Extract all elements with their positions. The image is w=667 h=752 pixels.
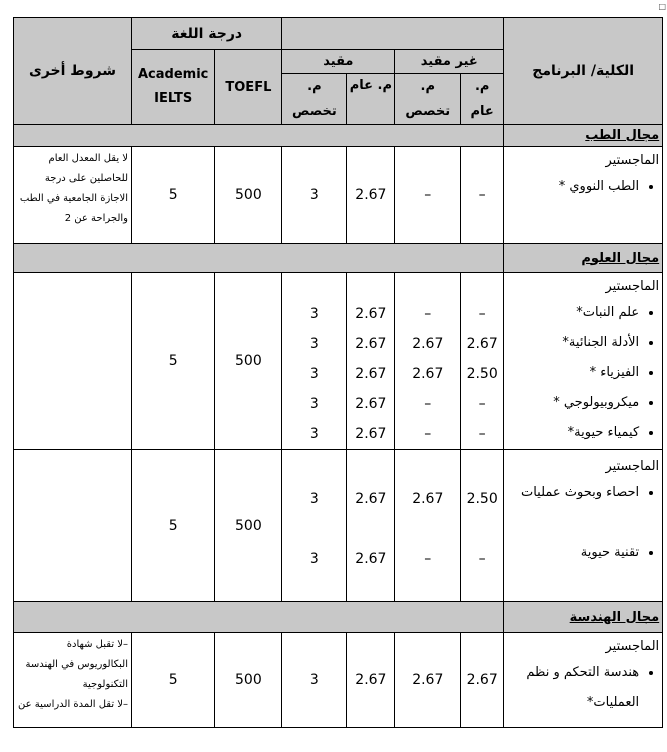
science1-u-gen-col (461, 273, 504, 450)
value: – (424, 426, 432, 442)
value: – (478, 396, 486, 412)
degree-label: الماجستير (605, 459, 660, 474)
value: – (424, 306, 432, 322)
language-score-header: درجة اللغة (132, 18, 282, 50)
value: 2.50 (466, 491, 498, 507)
value: 2.67 (412, 336, 444, 352)
science1-toefl: 500 (215, 273, 282, 450)
restricted-gen-header: م. عام (347, 74, 395, 125)
science2-other-condition (14, 450, 132, 602)
value: 3 (309, 396, 319, 412)
science1-r-spec-col (282, 273, 347, 450)
program-item: • الفيزياء * (504, 358, 639, 388)
value: – (478, 426, 486, 442)
medicine-other-condition: لا يقل المعدل العام للحاصلين على درجة الاجازة الجامعية في الطب والجراحة عن 2 (14, 147, 132, 244)
value: 2.67 (355, 306, 387, 322)
science2-r-spec-col (282, 450, 347, 602)
value: 3 (309, 306, 319, 322)
program-item: • ميكروبيولوجي * (504, 388, 639, 418)
program-item: • تقنية حيوية (504, 538, 639, 568)
program-item: • الأدلة الجنائية* (504, 328, 639, 358)
science1-program-cell (504, 273, 663, 450)
engineering-ielts: 5 (132, 633, 215, 728)
engineering-other-condition (14, 633, 132, 728)
section-bar (14, 244, 504, 273)
science2-ielts: 5 (132, 450, 215, 602)
section-medicine: مجال الطب (504, 125, 663, 147)
engineering-u-spec: 2.67 (395, 633, 461, 728)
program-item: • هندسة التحكم و نظم العمليات* (504, 658, 639, 718)
value: 3 (309, 336, 319, 352)
section-science: مجال العلوم (504, 244, 663, 273)
condition-line: –لا تقبل شهادة البكالوريوس في الهندسة التكنولوجية (25, 639, 128, 690)
engineering-toefl: 500 (215, 633, 282, 728)
program-item: • احصاء وبحوث عمليات (504, 478, 639, 538)
engineering-r-spec: 3 (282, 633, 347, 728)
science-other-condition (14, 273, 132, 450)
science2-toefl: 500 (215, 450, 282, 602)
medicine-r-gen: 2.67 (347, 147, 395, 244)
section-engineering: مجال الهندسة (504, 602, 663, 633)
unrestricted-gen-header: م. عام (461, 74, 504, 125)
value: 2.67 (355, 396, 387, 412)
value: 2.67 (355, 426, 387, 442)
value: 2.67 (355, 551, 387, 567)
science2-program-cell (504, 450, 663, 602)
value: – (424, 396, 432, 412)
engineering-program-cell (504, 633, 663, 728)
value: 2.67 (412, 491, 444, 507)
medicine-r-spec: 3 (282, 147, 347, 244)
restricted-header: مقيد (282, 50, 395, 74)
degree-label: الماجستير (605, 639, 660, 654)
other-conditions-header: شروط أخرى (14, 18, 132, 125)
value: 3 (309, 426, 319, 442)
ielts-header: Academic IELTS (132, 50, 215, 125)
medicine-u-spec: – (395, 147, 461, 244)
section-bar (14, 602, 504, 633)
toefl-header: TOEFL (215, 50, 282, 125)
value: 3 (309, 366, 319, 382)
science1-ielts: 5 (132, 273, 215, 450)
medicine-u-gen: – (461, 147, 504, 244)
medicine-ielts: 5 (132, 147, 215, 244)
value: 2.67 (412, 366, 444, 382)
value: 3 (309, 551, 319, 567)
engineering-u-gen: 2.67 (461, 633, 504, 728)
value: 2.50 (466, 366, 498, 382)
science2-u-gen-col (461, 450, 504, 602)
science2-r-gen-col (347, 450, 395, 602)
section-bar (14, 125, 504, 147)
value: 2.67 (355, 491, 387, 507)
value: – (478, 306, 486, 322)
science1-u-spec-col (395, 273, 461, 450)
value: 2.67 (355, 366, 387, 382)
value: 2.67 (466, 336, 498, 352)
program-item: • علم النبات* (504, 298, 639, 328)
engineering-r-gen: 2.67 (347, 633, 395, 728)
unrestricted-spec-header: م. تخصص (395, 74, 461, 125)
value: – (424, 551, 432, 567)
value: 2.67 (355, 336, 387, 352)
medicine-toefl: 500 (215, 147, 282, 244)
program-item: • الطب النووي * (504, 172, 639, 202)
science1-r-gen-col (347, 273, 395, 450)
medicine-program-cell (504, 147, 663, 244)
condition-line: –لا تقل المدة الدراسية عن (18, 699, 128, 710)
value: 3 (309, 491, 319, 507)
science2-u-spec-col (395, 450, 461, 602)
unrestricted-header: غير مقيد (395, 50, 504, 74)
program-item: • كيمياء حيوية* (504, 418, 639, 448)
corner-mark: □ (658, 2, 666, 11)
value: – (478, 551, 486, 567)
degree-label: الماجستير (605, 279, 660, 294)
restricted-spec-header: م. تخصص (282, 74, 347, 125)
admission-requirements-table (13, 17, 663, 728)
program-header: الكلية/ البرنامج (504, 18, 663, 125)
gpa-header-blank (282, 18, 504, 50)
degree-label: الماجستير (605, 153, 660, 168)
